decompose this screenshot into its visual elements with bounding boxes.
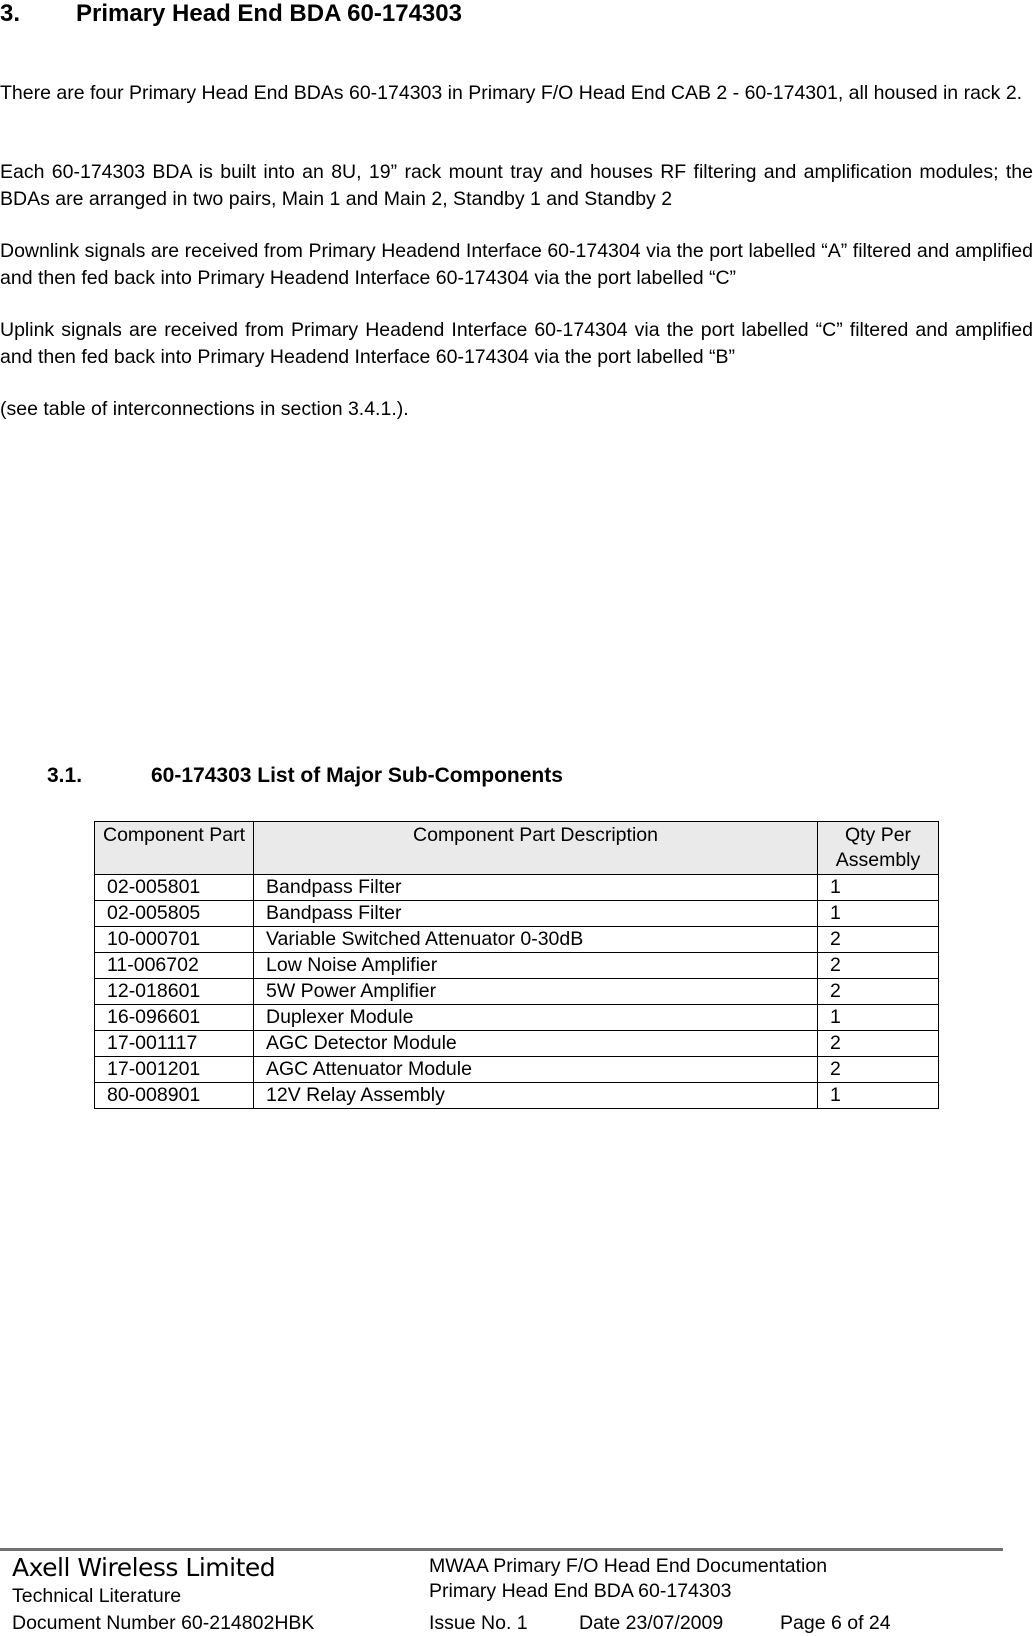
part-description: Low Noise Amplifier	[254, 953, 818, 979]
table-row	[95, 1031, 939, 1057]
part-qty: 1	[818, 901, 939, 927]
part-description: AGC Attenuator Module	[254, 1057, 818, 1083]
part-number: 02-005801	[95, 875, 254, 901]
part-description: 5W Power Amplifier	[254, 979, 818, 1005]
part-description: Duplexer Module	[254, 1005, 818, 1031]
part-description: 12V Relay Assembly	[254, 1083, 818, 1109]
paragraph-see-table: (see table of interconnections in section 3.4.1.).	[0, 398, 409, 420]
part-qty: 2	[818, 1057, 939, 1083]
table-row	[95, 979, 939, 1005]
table-row	[95, 927, 939, 953]
subsection-title: 60-174303 List of Major Sub-Components	[151, 764, 563, 787]
part-number: 80-008901	[95, 1083, 254, 1109]
sub-components-table	[94, 821, 939, 1109]
paragraph-uplink: Uplink signals are received from Primary Headend Interface 60-174304 via the port labelled “C” filtered and amplified and then fed back into Primary Headend Interface 60-174304 via the port labelled “B”	[0, 319, 1033, 368]
paragraph-construction: Each 60-174303 BDA is built into an 8U, 19” rack mount tray and houses RF filtering and amplification modules; the BDAs are arranged in two pairs, Main 1 and Main 2, Standby 1 and Standby 2	[0, 161, 1033, 210]
footer-divider	[0, 1548, 1003, 1551]
table-header-row	[95, 822, 939, 875]
footer-document-number: Document Number 60-214802HBK	[12, 1612, 315, 1634]
part-qty: 1	[818, 875, 939, 901]
table-row	[95, 953, 939, 979]
part-description: Bandpass Filter	[254, 901, 818, 927]
footer-page: Page 6 of 24	[780, 1612, 891, 1634]
part-number: 10-000701	[95, 927, 254, 953]
header-qty: Qty Per Assembly	[818, 822, 939, 875]
part-number: 11-006702	[95, 953, 254, 979]
part-qty: 2	[818, 953, 939, 979]
part-description: Variable Switched Attenuator 0-30dB	[254, 927, 818, 953]
section-number: 3.	[0, 0, 21, 27]
part-qty: 1	[818, 1005, 939, 1031]
part-description: Bandpass Filter	[254, 875, 818, 901]
subsection-number: 3.1.	[47, 764, 83, 787]
part-number: 16-096601	[95, 1005, 254, 1031]
footer-doc-subtitle: Primary Head End BDA 60-174303	[429, 1580, 732, 1602]
footer-company: Axell Wireless Limited	[12, 1553, 276, 1582]
part-qty: 1	[818, 1083, 939, 1109]
table-row	[95, 1005, 939, 1031]
part-number: 17-001201	[95, 1057, 254, 1083]
subsection-heading	[47, 764, 563, 788]
footer-issue: Issue No. 1	[429, 1612, 528, 1634]
footer-date: Date 23/07/2009	[579, 1612, 724, 1634]
header-component-part: Component Part	[95, 822, 254, 875]
section-heading	[0, 0, 462, 28]
table-row	[95, 901, 939, 927]
footer-doc-title: MWAA Primary F/O Head End Documentation	[429, 1555, 828, 1577]
part-number: 17-001117	[95, 1031, 254, 1057]
table-row	[95, 1083, 939, 1109]
part-number: 12-018601	[95, 979, 254, 1005]
part-qty: 2	[818, 979, 939, 1005]
part-qty: 2	[818, 927, 939, 953]
paragraph-overview: There are four Primary Head End BDAs 60-174303 in Primary F/O Head End CAB 2 - 60-174301, all housed in rack 2.	[0, 82, 1023, 104]
part-qty: 2	[818, 1031, 939, 1057]
header-description: Component Part Description	[254, 822, 818, 875]
footer-literature: Technical Literature	[12, 1585, 182, 1607]
section-title: Primary Head End BDA 60-174303	[76, 0, 462, 27]
part-number: 02-005805	[95, 901, 254, 927]
table-row	[95, 1057, 939, 1083]
table-row	[95, 875, 939, 901]
paragraph-downlink: Downlink signals are received from Primary Headend Interface 60-174304 via the port labelled “A” filtered and amplified and then fed back into Primary Headend Interface 60-174304 via the port labelled “C”	[0, 240, 1033, 289]
part-description: AGC Detector Module	[254, 1031, 818, 1057]
